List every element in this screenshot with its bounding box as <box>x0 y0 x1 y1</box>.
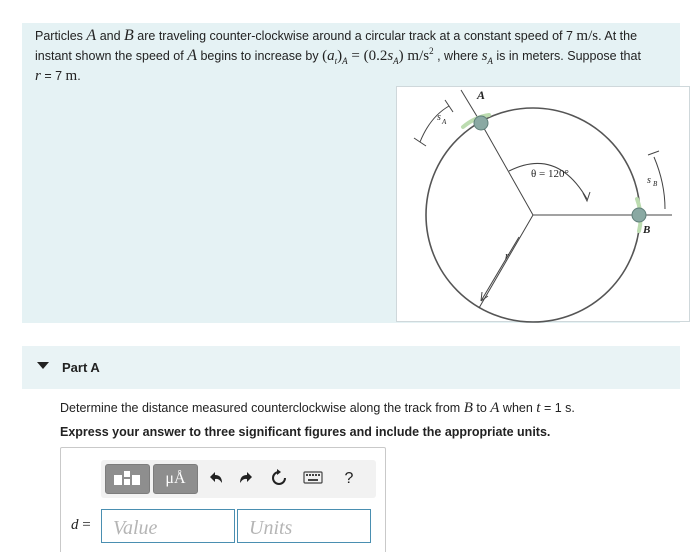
label-A: A <box>477 88 486 102</box>
answer-eq: = <box>82 517 91 533</box>
question-var-A: A <box>490 400 500 416</box>
var-A-2: A <box>187 47 197 64</box>
redo-icon[interactable] <box>237 469 257 489</box>
label-theta: θ = 120° <box>531 168 569 180</box>
units-input[interactable] <box>237 509 371 543</box>
problem-text-seg6: is in meters. Suppose that <box>496 49 641 63</box>
label-B: B <box>643 224 651 236</box>
problem-text-seg5: , where <box>437 49 479 63</box>
var-A: A <box>86 27 97 44</box>
accel-sub-t: t <box>334 56 338 66</box>
r-end: . <box>77 69 81 83</box>
label-sA-sub: A <box>442 118 447 126</box>
sA-sub: A <box>487 56 493 66</box>
r-dimension-line <box>481 237 519 301</box>
part-title: Part A <box>62 360 100 375</box>
question-var-B: B <box>463 400 473 416</box>
instruction-text: Express your answer to three significant figures and include the appropriate units. <box>60 425 551 439</box>
sA-s: s <box>481 48 488 64</box>
units-mu-label: μÅ <box>165 470 186 487</box>
problem-text-and: and <box>99 29 121 43</box>
var-B: B <box>124 27 134 44</box>
units-button[interactable] <box>153 464 198 494</box>
accel-close: ) <box>398 48 404 64</box>
label-sA: s <box>437 112 441 123</box>
label-sB-sub: B <box>653 180 658 188</box>
radius-to-A <box>481 123 533 215</box>
math-toolbar <box>101 460 376 498</box>
accel-s: s <box>387 48 394 64</box>
templates-icon <box>114 471 142 487</box>
r-unit: m <box>65 68 78 84</box>
r-eq: = 7 <box>44 69 63 83</box>
question-t-value: = 1 s. <box>543 401 575 415</box>
problem-text <box>35 28 675 84</box>
reset-icon[interactable] <box>269 469 289 489</box>
var-r: r <box>35 68 41 84</box>
templates-button[interactable] <box>105 464 150 494</box>
accel-rhs: = (0.2 <box>351 48 388 64</box>
undo-icon[interactable] <box>205 469 225 489</box>
accel-unit-exp: 2 <box>429 46 434 56</box>
particle-B <box>632 208 646 222</box>
help-button[interactable]: ? <box>344 470 354 487</box>
problem-text-seg1: Particles <box>35 29 83 43</box>
problem-statement-box <box>22 23 680 323</box>
label-r: r <box>505 251 509 262</box>
answer-panel <box>60 447 386 552</box>
problem-text-seg3: . At the instant shown the speed of <box>35 29 638 63</box>
acceleration-expression: $(a_t)_A = (0.2s_A)$ $m/s^2$ <box>322 46 434 66</box>
question-text-1: Determine the distance measured counterclockwise along the track from <box>60 401 461 415</box>
answer-var: d <box>71 517 79 533</box>
keyboard-icon[interactable] <box>303 469 323 489</box>
collapse-caret-icon[interactable] <box>37 362 49 369</box>
part-a-header[interactable] <box>22 346 680 389</box>
question-to: to <box>476 401 487 415</box>
problem-text-seg4: begins to increase by <box>200 49 319 63</box>
question-var-t: t <box>536 400 541 416</box>
question-when: when <box>502 401 533 415</box>
answer-variable-label <box>71 517 91 534</box>
sB-arc-tick <box>648 151 659 155</box>
accel-sub-A: A <box>342 56 348 66</box>
value-input[interactable] <box>101 509 235 543</box>
accel-unit: m/s <box>407 48 430 64</box>
speed-unit: m/s <box>576 28 599 44</box>
question-text <box>60 400 660 416</box>
accel-a: a <box>327 48 335 64</box>
track-figure <box>396 86 690 322</box>
accel-s-sub: A <box>393 56 399 66</box>
problem-text-seg2: are traveling counter-clockwise around a circular track at a constant speed of 7 <box>137 29 573 43</box>
track-diagram <box>397 87 691 323</box>
label-sB: s <box>647 175 651 186</box>
sA-arc-tick-bottom <box>414 138 426 146</box>
sA-arc-tick-top <box>445 100 453 112</box>
particle-A <box>474 116 488 130</box>
